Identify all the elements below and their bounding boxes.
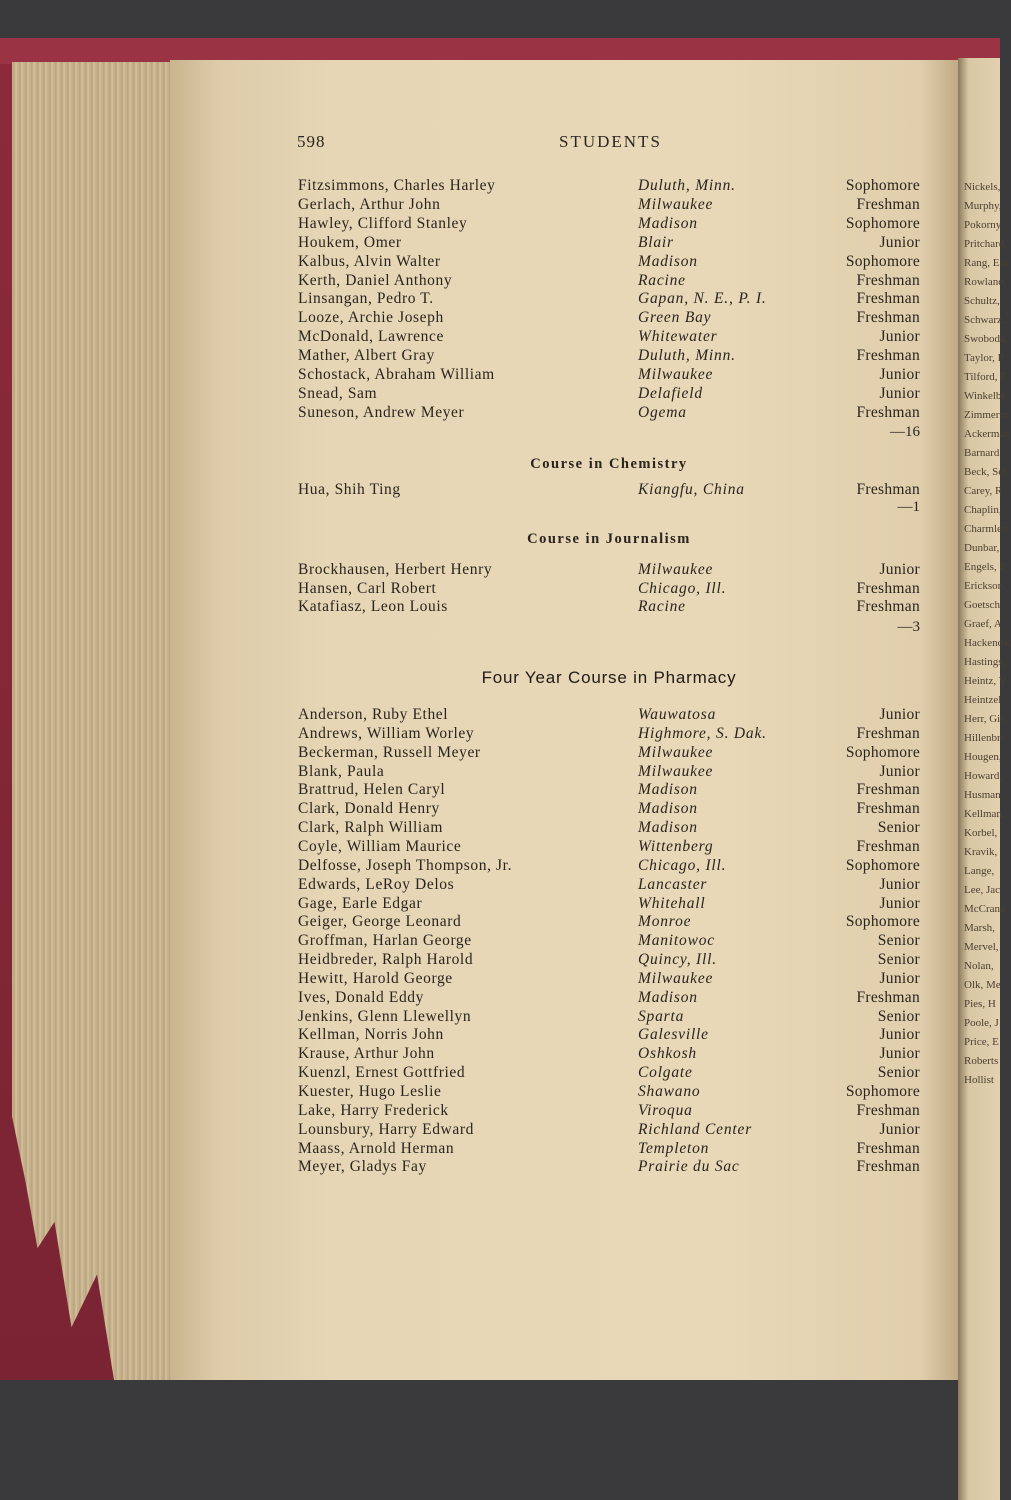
student-hometown: Milwaukee xyxy=(638,743,714,761)
student-class: Junior xyxy=(879,366,920,383)
adjacent-page-text: Pokorny, xyxy=(964,219,1004,231)
student-row xyxy=(298,176,920,195)
student-class: Freshman xyxy=(856,271,920,289)
student-hometown: Milwaukee xyxy=(638,969,714,987)
student-row xyxy=(298,346,920,365)
student-row xyxy=(298,579,920,598)
student-name: Geiger, George Leonard xyxy=(298,913,462,931)
student-hometown: Lancaster xyxy=(638,875,708,893)
student-class: Freshman xyxy=(856,1158,920,1176)
adjacent-page-text: Swoboda, xyxy=(964,333,1008,345)
section-total: —1 xyxy=(897,499,920,515)
student-hometown: Templeton xyxy=(638,1139,710,1157)
student-name: Kerth, Daniel Anthony xyxy=(298,271,453,289)
section-total: —16 xyxy=(890,424,920,440)
student-class: Junior xyxy=(879,706,920,723)
student-class: Junior xyxy=(879,384,920,402)
student-name: Fitzsimmons, Charles Harley xyxy=(298,177,496,194)
adjacent-page-text: McCrann xyxy=(964,903,1006,915)
student-class: Senior xyxy=(877,819,920,837)
student-name: Maass, Arnold Herman xyxy=(298,1139,455,1157)
student-row xyxy=(298,1157,920,1176)
adjacent-page-text: Barnard, xyxy=(964,447,1003,459)
section-total: —3 xyxy=(897,619,920,635)
student-hometown: Blair xyxy=(638,233,674,251)
student-row xyxy=(298,799,920,818)
student-hometown: Sparta xyxy=(638,1007,685,1025)
student-row xyxy=(298,1025,920,1044)
student-row xyxy=(298,403,920,422)
student-class: Junior xyxy=(879,875,920,893)
student-hometown: Delafield xyxy=(638,384,703,402)
student-hometown: Oshkosh xyxy=(638,1045,697,1063)
student-hometown: Madison xyxy=(638,800,698,818)
student-name: Hewitt, Harold George xyxy=(298,969,453,987)
adjacent-page-text: Rang, Ear xyxy=(964,257,1008,269)
student-row xyxy=(298,1082,920,1101)
adjacent-page-text: Roberts xyxy=(964,1055,999,1067)
student-name: Kellman, Norris John xyxy=(298,1026,444,1044)
adjacent-page-text: Hougen, xyxy=(964,751,1002,763)
student-hometown: Viroqua xyxy=(638,1101,693,1119)
student-name: Groffman, Harlan George xyxy=(298,932,472,950)
adjacent-page-text: Kellman, xyxy=(964,808,1005,820)
student-row xyxy=(298,931,920,950)
student-class: Junior xyxy=(879,762,920,780)
section-heading: Four Year Course in Pharmacy xyxy=(481,668,737,687)
student-hometown: Duluth, Minn. xyxy=(638,347,736,365)
student-class: Sophomore xyxy=(845,856,920,874)
student-hometown: Galesville xyxy=(638,1026,709,1044)
student-class: Senior xyxy=(877,932,920,950)
student-name: Jenkins, Glenn Llewellyn xyxy=(298,1007,472,1025)
student-hometown: Milwaukee xyxy=(638,366,714,383)
student-hometown: Madison xyxy=(638,819,698,837)
student-class: Freshman xyxy=(856,579,920,597)
student-class: Sophomore xyxy=(845,214,920,232)
adjacent-page-text: Olk, Me xyxy=(964,979,1001,991)
student-hometown: Racine xyxy=(638,598,686,615)
student-hometown: Richland Center xyxy=(638,1120,753,1138)
student-class: Freshman xyxy=(856,724,920,742)
student-row xyxy=(298,856,920,875)
student-name: Edwards, LeRoy Delos xyxy=(298,875,455,893)
student-name: Delfosse, Joseph Thompson, Jr. xyxy=(298,856,513,874)
student-hometown: Prairie du Sac xyxy=(638,1158,740,1176)
adjacent-page-text: Murphy, xyxy=(964,200,1002,212)
adjacent-page-text: Schultz, xyxy=(964,295,1000,307)
adjacent-page-text: Howard, xyxy=(964,770,1003,782)
student-hometown: Milwaukee xyxy=(638,195,714,213)
student-class: Junior xyxy=(879,1120,920,1138)
student-hometown: Chicago, Ill. xyxy=(638,579,727,597)
student-name: Brattrud, Helen Caryl xyxy=(298,781,446,799)
student-class: Senior xyxy=(877,1064,920,1082)
student-class: Junior xyxy=(879,1026,920,1044)
student-row xyxy=(298,1044,920,1063)
student-name: Gerlach, Arthur John xyxy=(298,195,441,213)
student-name: Schostack, Abraham William xyxy=(298,366,495,383)
student-hometown: Highmore, S. Dak. xyxy=(638,724,767,742)
student-row xyxy=(298,384,920,403)
student-row xyxy=(298,365,920,384)
adjacent-page-text: Winkelbl xyxy=(964,390,1005,402)
student-name: Katafiasz, Leon Louis xyxy=(298,598,448,615)
student-row xyxy=(298,912,920,931)
adjacent-page-text: Poole, J xyxy=(964,1017,999,1029)
student-row xyxy=(298,950,920,969)
student-row xyxy=(298,1063,920,1082)
adjacent-page-text: Hollist xyxy=(964,1074,994,1086)
student-hometown: Madison xyxy=(638,781,698,799)
adjacent-page-text: Engels, F xyxy=(964,561,1006,573)
adjacent-page-text: Carey, R xyxy=(964,485,1003,497)
student-class: Freshman xyxy=(856,309,920,327)
adjacent-page-text: Pritchard, xyxy=(964,238,1008,250)
adjacent-page-text: Lee, Jac xyxy=(964,884,1001,896)
adjacent-page-text: Dunbar, xyxy=(964,542,1000,554)
student-row xyxy=(298,1120,920,1139)
student-name: Coyle, William Maurice xyxy=(298,837,462,855)
student-row xyxy=(298,271,920,290)
student-row xyxy=(298,308,920,327)
student-class: Junior xyxy=(879,233,920,251)
student-class: Freshman xyxy=(856,1139,920,1157)
student-name: Kuester, Hugo Leslie xyxy=(298,1083,442,1100)
adjacent-page-text: Chaplin, xyxy=(964,504,1002,516)
adjacent-page-text: Kravik, xyxy=(964,846,998,858)
adjacent-page-text: Heintzel xyxy=(964,694,1002,706)
adjacent-page-text: Schwarz, xyxy=(964,314,1005,326)
student-hometown: Milwaukee xyxy=(638,561,714,578)
student-class: Junior xyxy=(879,969,920,987)
student-name: Blank, Paula xyxy=(298,762,385,780)
adjacent-page-text: Heintz, V xyxy=(964,675,1007,687)
student-class: Sophomore xyxy=(845,177,920,194)
student-row xyxy=(298,289,920,308)
student-name: Linsangan, Pedro T. xyxy=(298,290,434,308)
student-row xyxy=(298,233,920,252)
student-row xyxy=(298,195,920,214)
student-name: Beckerman, Russell Meyer xyxy=(298,743,481,761)
running-head: STUDENTS xyxy=(559,132,662,151)
student-class: Freshman xyxy=(856,988,920,1006)
student-class: Sophomore xyxy=(845,743,920,761)
student-hometown: Madison xyxy=(638,214,698,232)
student-row xyxy=(298,1101,920,1120)
student-name: Ives, Donald Eddy xyxy=(298,988,424,1006)
student-class: Senior xyxy=(877,951,920,969)
student-name: Hansen, Carl Robert xyxy=(298,579,437,597)
student-row xyxy=(298,875,920,894)
student-row xyxy=(298,969,920,988)
student-class: Freshman xyxy=(856,195,920,213)
student-class: Freshman xyxy=(856,290,920,308)
student-hometown: Wittenberg xyxy=(638,837,714,855)
adjacent-page-text: Tilford, E xyxy=(964,371,1007,383)
student-row xyxy=(298,597,920,616)
student-row xyxy=(298,762,920,781)
student-row xyxy=(298,780,920,799)
student-class: Freshman xyxy=(856,481,920,498)
student-row xyxy=(298,894,920,913)
student-row xyxy=(298,818,920,837)
student-row xyxy=(298,705,920,724)
adjacent-page-text: Korbel, xyxy=(964,827,998,839)
adjacent-page-text: Lange, xyxy=(964,865,995,877)
student-hometown: Ogema xyxy=(638,403,687,421)
student-hometown: Chicago, Ill. xyxy=(638,856,727,874)
adjacent-page-text: Mervel, xyxy=(964,941,999,953)
student-class: Freshman xyxy=(856,800,920,818)
student-row xyxy=(298,214,920,233)
adjacent-page-text: Price, E xyxy=(964,1036,999,1048)
student-hometown: Quincy, Ill. xyxy=(638,951,717,969)
student-name: McDonald, Lawrence xyxy=(298,328,444,346)
student-class: Sophomore xyxy=(845,252,920,270)
student-class: Junior xyxy=(879,894,920,912)
student-name: Clark, Donald Henry xyxy=(298,800,440,818)
student-name: Hawley, Clifford Stanley xyxy=(298,214,468,232)
student-name: Anderson, Ruby Ethel xyxy=(298,706,449,723)
student-class: Sophomore xyxy=(845,913,920,931)
student-class: Junior xyxy=(879,561,920,578)
student-class: Freshman xyxy=(856,1101,920,1119)
student-hometown: Whitewater xyxy=(638,328,718,346)
student-name: Clark, Ralph William xyxy=(298,819,443,837)
student-name: Lounsbury, Harry Edward xyxy=(298,1120,474,1138)
student-name: Brockhausen, Herbert Henry xyxy=(298,561,493,578)
adjacent-page-text: Beck, Sel xyxy=(964,466,1007,478)
student-row xyxy=(298,743,920,762)
student-class: Freshman xyxy=(856,598,920,615)
student-class: Freshman xyxy=(856,837,920,855)
student-name: Meyer, Gladys Fay xyxy=(298,1158,427,1176)
student-hometown: Madison xyxy=(638,252,698,270)
student-name: Gage, Earle Edgar xyxy=(298,894,423,912)
adjacent-page-text: Herr, Gil xyxy=(964,713,1004,725)
student-row xyxy=(298,252,920,271)
adjacent-page-text: Nolan, xyxy=(964,960,994,972)
adjacent-page-text: Taylor, P xyxy=(964,352,1004,364)
student-row xyxy=(298,837,920,856)
adjacent-page-text: Zimmerm xyxy=(964,409,1008,421)
student-name: Andrews, William Worley xyxy=(298,724,475,742)
student-hometown: Whitehall xyxy=(638,894,706,912)
student-name: Suneson, Andrew Meyer xyxy=(298,403,465,421)
student-class: Junior xyxy=(879,328,920,346)
adjacent-page-text: Goetsch, xyxy=(964,599,1003,611)
student-hometown: Colgate xyxy=(638,1064,693,1082)
student-name: Houkem, Omer xyxy=(298,233,402,251)
student-row xyxy=(298,1139,920,1158)
page-edges xyxy=(12,62,182,1380)
student-name: Hua, Shih Ting xyxy=(298,481,401,498)
adjacent-page-text: Pies, H xyxy=(964,998,996,1010)
student-class: Junior xyxy=(879,1045,920,1063)
adjacent-page-text: Nickels, xyxy=(964,181,1001,193)
student-row xyxy=(298,988,920,1007)
student-name: Kuenzl, Ernest Gottfried xyxy=(298,1064,466,1082)
page-number: 598 xyxy=(297,132,326,151)
student-name: Kalbus, Alvin Walter xyxy=(298,252,441,270)
student-row xyxy=(298,1007,920,1026)
adjacent-page-text: Erickson, xyxy=(964,580,1006,592)
student-hometown: Wauwatosa xyxy=(638,706,717,723)
adjacent-page-text: Husman, xyxy=(964,789,1004,801)
student-hometown: Duluth, Minn. xyxy=(638,177,736,194)
adjacent-page-text: Charmley xyxy=(964,523,1008,535)
student-name: Looze, Archie Joseph xyxy=(298,309,444,327)
student-name: Mather, Albert Gray xyxy=(298,347,435,365)
student-row xyxy=(298,724,920,743)
student-hometown: Green Bay xyxy=(638,309,712,327)
student-hometown: Shawano xyxy=(638,1083,701,1100)
section-heading: Course in Chemistry xyxy=(530,456,688,472)
student-name: Lake, Harry Frederick xyxy=(298,1101,449,1119)
student-name: Krause, Arthur John xyxy=(298,1045,435,1063)
student-class: Sophomore xyxy=(845,1083,920,1100)
student-row xyxy=(298,560,920,579)
adjacent-page-text: Hackendal xyxy=(964,637,1011,649)
student-name: Snead, Sam xyxy=(298,384,378,402)
student-class: Freshman xyxy=(856,347,920,365)
adjacent-page-text: Hillenbra xyxy=(964,732,1006,744)
section-heading: Course in Journalism xyxy=(527,531,691,547)
adjacent-page-text: Graef, A xyxy=(964,618,1002,630)
adjacent-page-text: Hastings, xyxy=(964,656,1006,668)
student-hometown: Madison xyxy=(638,988,698,1006)
student-hometown: Monroe xyxy=(638,913,692,931)
student-class: Freshman xyxy=(856,781,920,799)
adjacent-page-fragment xyxy=(958,58,1011,1500)
student-row xyxy=(298,480,920,499)
student-class: Freshman xyxy=(856,403,920,421)
adjacent-page-text: Ackerman xyxy=(964,428,1010,440)
student-row xyxy=(298,327,920,346)
student-hometown: Gapan, N. E., P. I. xyxy=(638,290,767,308)
student-name: Heidbreder, Ralph Harold xyxy=(298,951,474,969)
adjacent-page-text: Marsh, xyxy=(964,922,995,934)
student-hometown: Kiangfu, China xyxy=(638,481,745,498)
student-class: Senior xyxy=(877,1007,920,1025)
student-hometown: Racine xyxy=(638,271,686,289)
student-hometown: Manitowoc xyxy=(638,932,715,950)
adjacent-page-text: Rowland, xyxy=(964,276,1007,288)
student-hometown: Milwaukee xyxy=(638,762,714,780)
